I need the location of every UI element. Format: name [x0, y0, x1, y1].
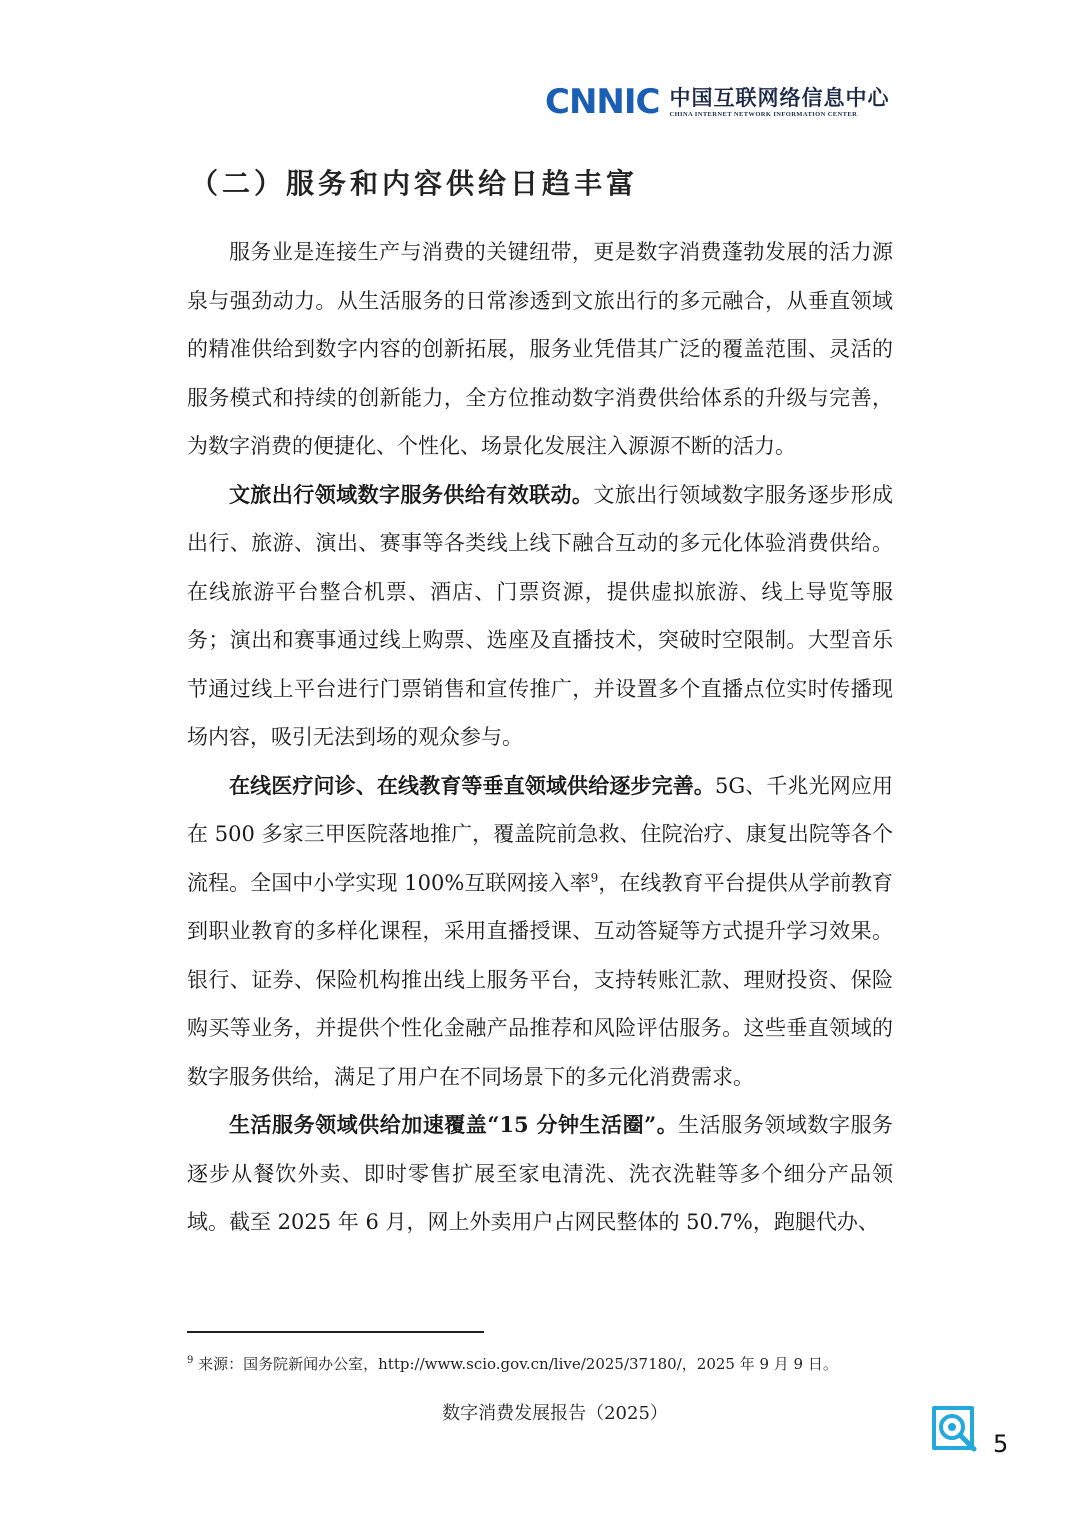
paragraph-intro: [187, 228, 893, 471]
logo-english-name: CHINA INTERNET NETWORK INFORMATION CENTER: [669, 110, 858, 118]
section-title: （二）服务和内容供给日趋丰富: [190, 167, 639, 200]
paragraph-life-services: [187, 1101, 893, 1247]
body-text: [187, 228, 893, 1247]
footnote: [187, 1354, 838, 1374]
paragraph-culture-travel: [187, 471, 893, 762]
logo-mark: CNNIC: [545, 82, 660, 122]
cnnic-logo: [545, 84, 889, 120]
paragraph-vertical-domains: [187, 762, 893, 1102]
logo-text: [669, 84, 890, 118]
paragraph-lead: 生活服务领域供给加速覆盖“15 分钟生活圈”。: [229, 1112, 679, 1137]
paragraph-lead: 文旅出行领域数字服务供给有效联动。: [229, 481, 594, 507]
footnote-reference[interactable]: 9: [590, 870, 599, 885]
paragraph-text: ，在线教育平台提供从学前教育到职业教育的多样化课程，采用直播授课、互动答疑等方式提升学习效果。银行、证券、保险机构推出线上服务平台，支持转账汇款、理财投资、保险购买等业务，并提供个性化金融产品推荐和风险评估服务。这些垂直领域的数字服务供给，满足了用户在不同场景下的多元化消费需求。: [187, 870, 893, 1089]
paragraph-text: 5G、千兆光网应用在 500 多家三甲医院落地推广，覆盖院前急救、住院治疗、康复出院等各个流程。全国中小学实现 100%互联网接入率: [187, 773, 894, 895]
footnote-divider: [187, 1331, 484, 1333]
report-badge-icon: [930, 1404, 980, 1454]
paragraph-text: 服务业是连接生产与消费的关键纽带，更是数字消费蓬勃发展的活力源泉与强劲动力。从生活服务的日常渗透到文旅出行的多元融合，从垂直领域的精准供给到数字内容的创新拓展，服务业凭借其广泛的覆盖范围、灵活的服务模式和持续的创新能力，全方位推动数字消费供给体系的升级与完善，为数字消费的便捷化、个性化、场景化发展注入源源不断的活力。: [187, 240, 893, 458]
footnote-text: 来源：国务院新闻办公室，http://www.scio.gov.cn/live/2025/37180/，2025 年 9 月 9 日。: [193, 1355, 838, 1373]
logo-chinese-name: 中国互联网络信息中心: [669, 84, 890, 110]
page-number: 5: [993, 1430, 1009, 1458]
footer-report-title: 数字消费发展报告（2025）: [442, 1403, 668, 1424]
paragraph-text: 文旅出行领域数字服务逐步形成出行、旅游、演出、赛事等各类线上线下融合互动的多元化体验消费供给。在线旅游平台整合机票、酒店、门票资源，提供虚拟旅游、线上导览等服务；演出和赛事通过线上购票、选座及直播技术，突破时空限制。大型音乐节通过线上平台进行门票销售和宣传推广，并设置多个直播点位实时传播现场内容，吸引无法到场的观众参与。: [187, 482, 894, 749]
paragraph-text: 生活服务领域数字服务逐步从餐饮外卖、即时零售扩展至家电清洗、洗衣洗鞋等多个细分产品领域。截至 2025 年 6 月，网上外卖用户占网民整体的 50.7%，跑腿代办、: [187, 1113, 893, 1234]
footnote-marker: 9: [187, 1355, 194, 1366]
paragraph-lead: 在线医疗问诊、在线教育等垂直领域供给逐步完善。: [229, 772, 715, 798]
